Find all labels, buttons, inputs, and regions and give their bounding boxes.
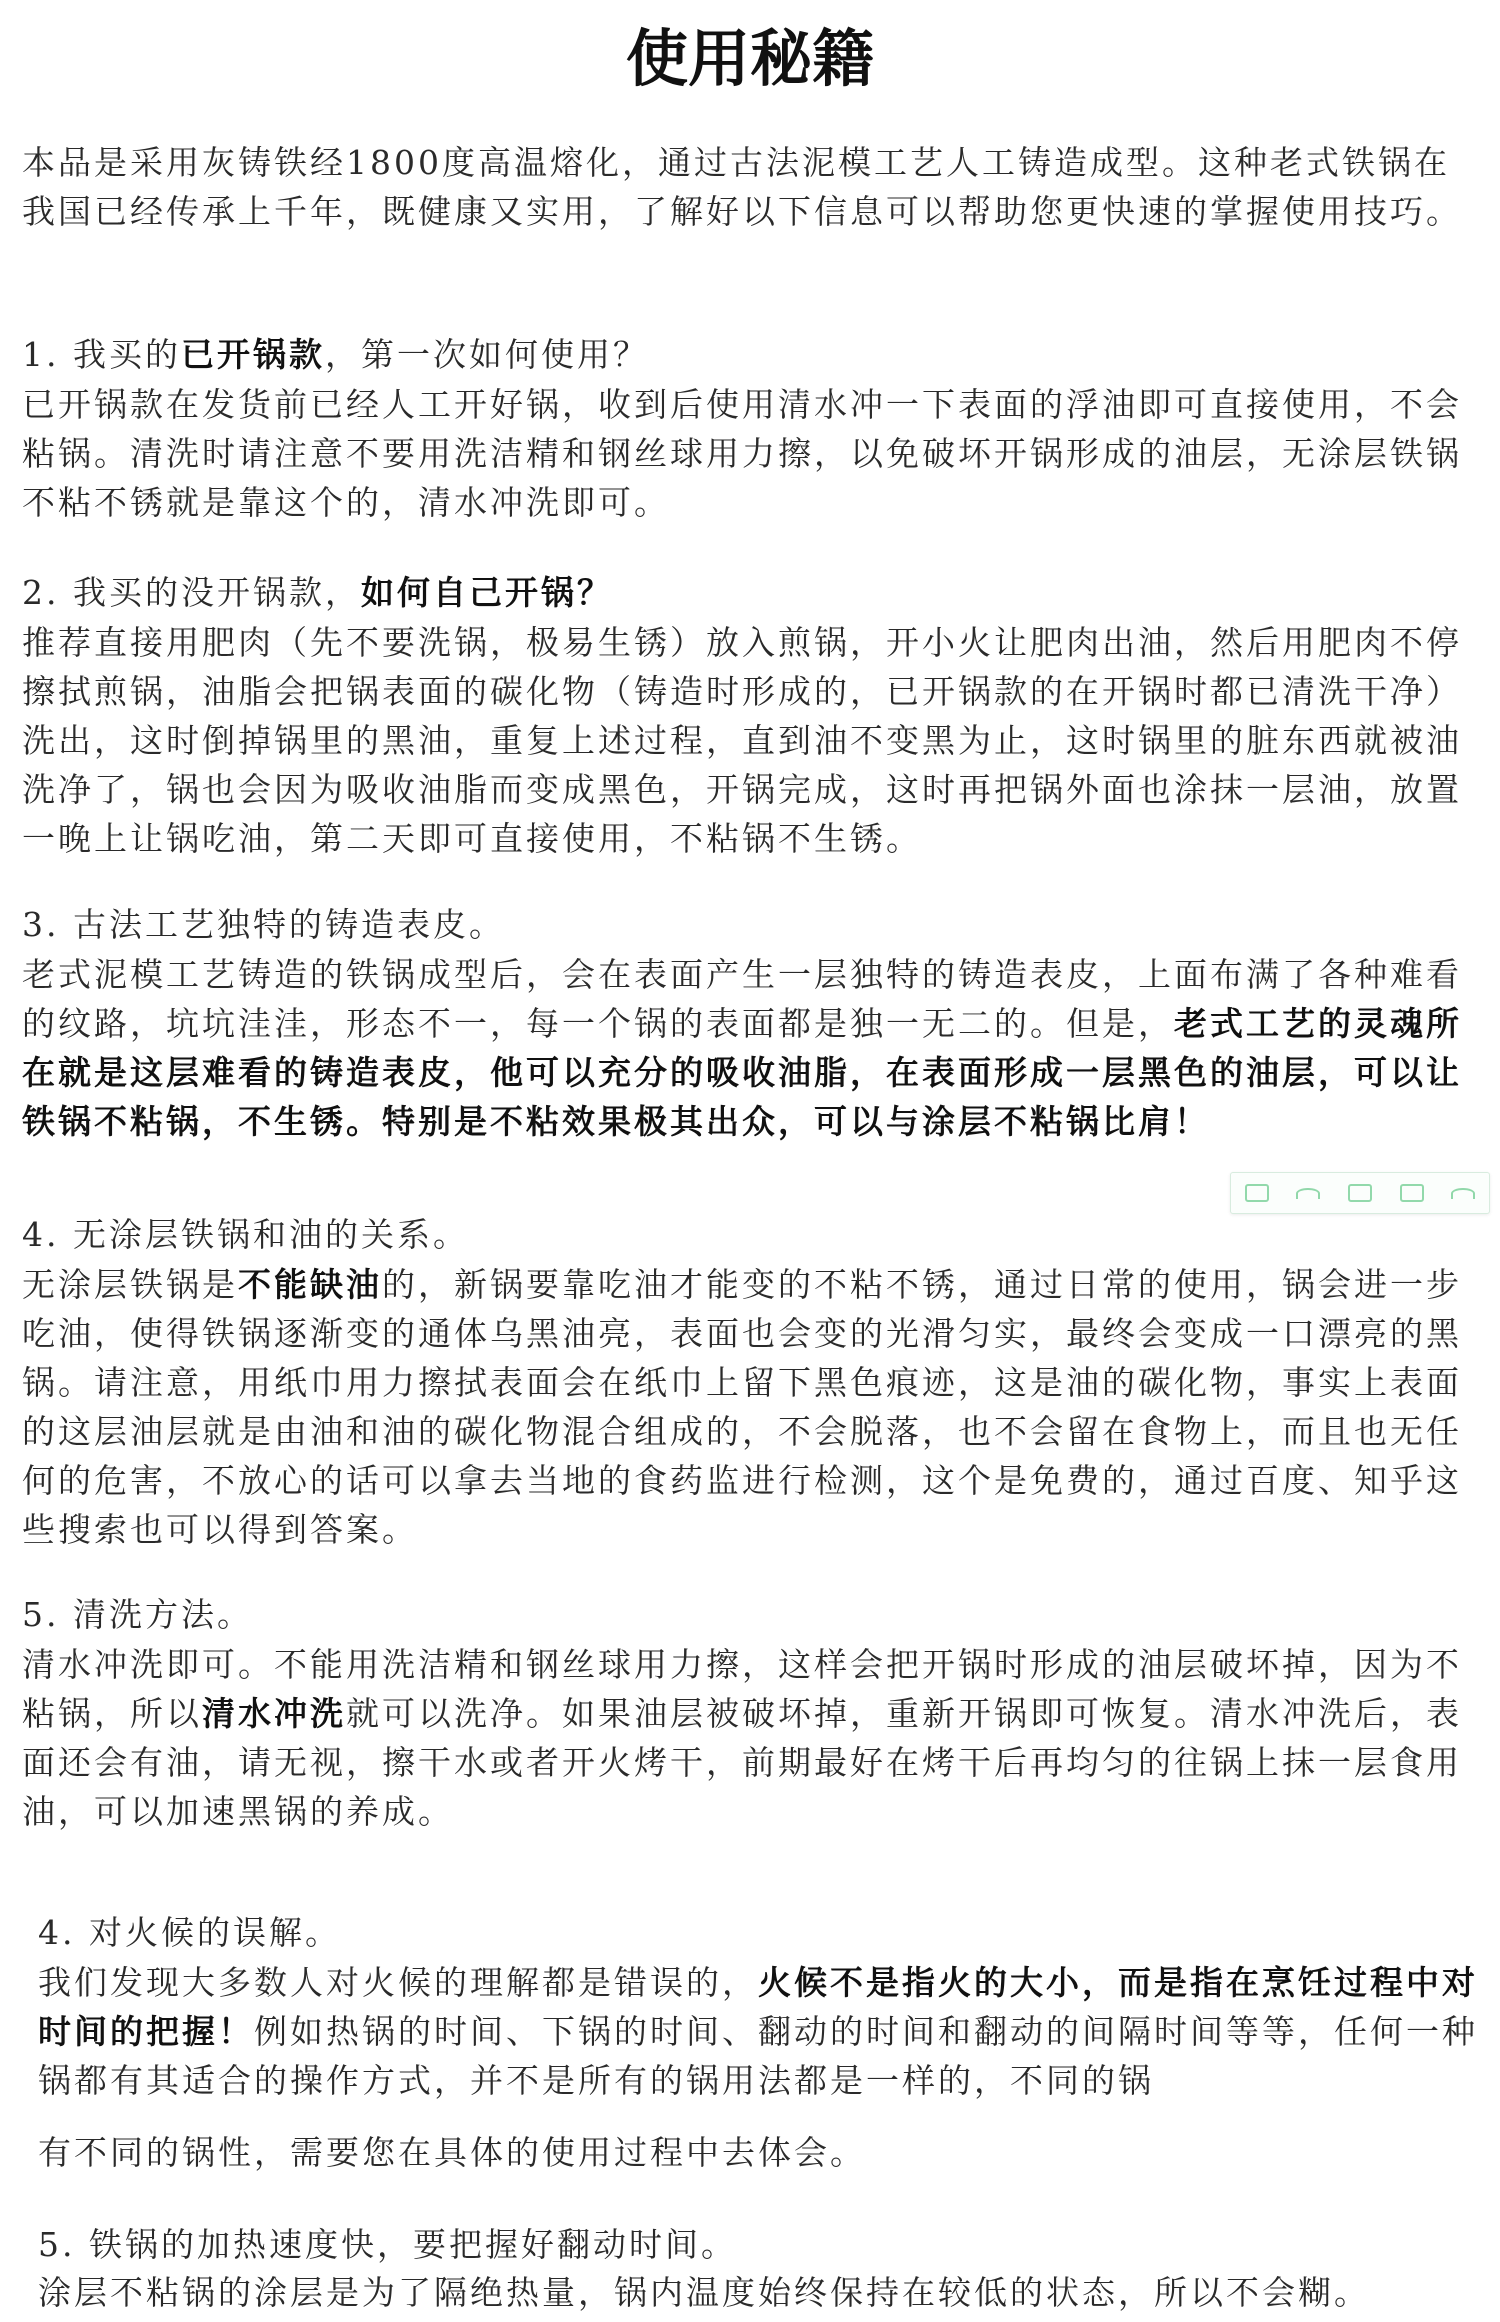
floating-toolbar[interactable] [1230,1172,1490,1214]
section-3-body: 老式泥模工艺铸造的铁锅成型后，会在表面产生一层独特的铸造表皮，上面布满了各种难看的纹路，坑坑洼洼，形态不一，每一个锅的表面都是独一无二的。但是，老式工艺的灵魂所在就是这层难看的铸造表皮，他可以充分的吸收油脂，在表面形成一层黑色的油层，可以让铁锅不粘锅，不生锈。特别是不粘效果极其出众，可以与涂层不粘锅比肩！ [22,955,1462,1141]
toolbar-icon-1[interactable] [1245,1184,1269,1202]
section-5-heading: 5. 清洗方法。 [22,1595,253,1634]
section-3-heading: 3. 古法工艺独特的铸造表皮。 [22,905,505,944]
section-1-body: 已开锅款在发货前已经人工开好锅，收到后使用清水冲一下表面的浮油即可直接使用，不会粘锅。清洗时请注意不要用洗洁精和钢丝球用力擦，以免破坏开锅形成的油层，无涂层铁锅不粘不锈就是靠这个的，清水冲洗即可。 [22,385,1462,522]
toolbar-icon-2[interactable] [1296,1188,1320,1199]
section-1-heading: 1. 我买的已开锅款，第一次如何使用？ [22,335,649,374]
section-2-body: 推荐直接用肥肉（先不要洗锅，极易生锈）放入煎锅，开小火让肥肉出油，然后用肥肉不停擦拭煎锅，油脂会把锅表面的碳化物（铸造时形成的，已开锅款的在开锅时都已清洗干净）洗出，这时倒掉锅里的黑油，重复上述过程，直到油不变黑为止，这时锅里的脏东西就被油洗净了，锅也会因为吸收油脂而变成黑色，开锅完成，这时再把锅外面也涂抹一层油，放置一晚上让锅吃油，第二天即可直接使用，不粘锅不生锈。 [22,623,1462,858]
toolbar-icon-5[interactable] [1451,1188,1475,1199]
page-title: 使用秘籍 [625,22,874,95]
section-4-body: 无涂层铁锅是不能缺油的，新锅要靠吃油才能变的不粘不锈，通过日常的使用，锅会进一步吃油，使得铁锅逐渐变的通体乌黑油亮，表面也会变的光滑匀实，最终会变成一口漂亮的黑锅。请注意，用纸巾用力擦拭表面会在纸巾上留下黑色痕迹，这是油的碳化物，事实上表面的这层油层就是由油和油的碳化物混合组成的，不会脱落，也不会留在食物上，而且也无任何的危害，不放心的话可以拿去当地的食药监进行检测，这个是免费的，通过百度、知乎这些搜索也可以得到答案。 [22,1265,1462,1549]
toolbar-icon-4[interactable] [1400,1184,1424,1202]
section-7-body: 涂层不粘锅的涂层是为了隔绝热量，锅内温度始终保持在较低的状态，所以不会糊。 [38,2273,1370,2312]
section-6-body-tail: 有不同的锅性，需要您在具体的使用过程中去体会。 [38,2133,866,2172]
intro-paragraph: 本品是采用灰铸铁经1800度高温熔化，通过古法泥模工艺人工铸造成型。这种老式铁锅在我国已经传承上千年，既健康又实用，了解好以下信息可以帮助您更快速的掌握使用技巧。 [22,143,1462,231]
section-6-heading: 4. 对火候的误解。 [38,1913,341,1952]
section-4-heading: 4. 无涂层铁锅和油的关系。 [22,1215,469,1254]
section-2-heading: 2. 我买的没开锅款，如何自己开锅？ [22,573,613,612]
section-7-heading: 5. 铁锅的加热速度快，要把握好翻动时间。 [38,2225,737,2264]
section-6-body: 我们发现大多数人对火候的理解都是错误的，火候不是指火的大小，而是指在烹饪过程中对时间的把握！例如热锅的时间、下锅的时间、翻动的时间和翻动的间隔时间等等，任何一种锅都有其适合的操作方式，并不是所有的锅用法都是一样的，不同的锅 [38,1963,1478,2100]
toolbar-icon-3[interactable] [1348,1184,1372,1202]
section-5-body: 清水冲洗即可。不能用洗洁精和钢丝球用力擦，这样会把开锅时形成的油层破坏掉，因为不粘锅，所以清水冲洗就可以洗净。如果油层被破坏掉，重新开锅即可恢复。清水冲洗后，表面还会有油，请无视，擦干水或者开火烤干，前期最好在烤干后再均匀的往锅上抹一层食用油，可以加速黑锅的养成。 [22,1645,1462,1831]
